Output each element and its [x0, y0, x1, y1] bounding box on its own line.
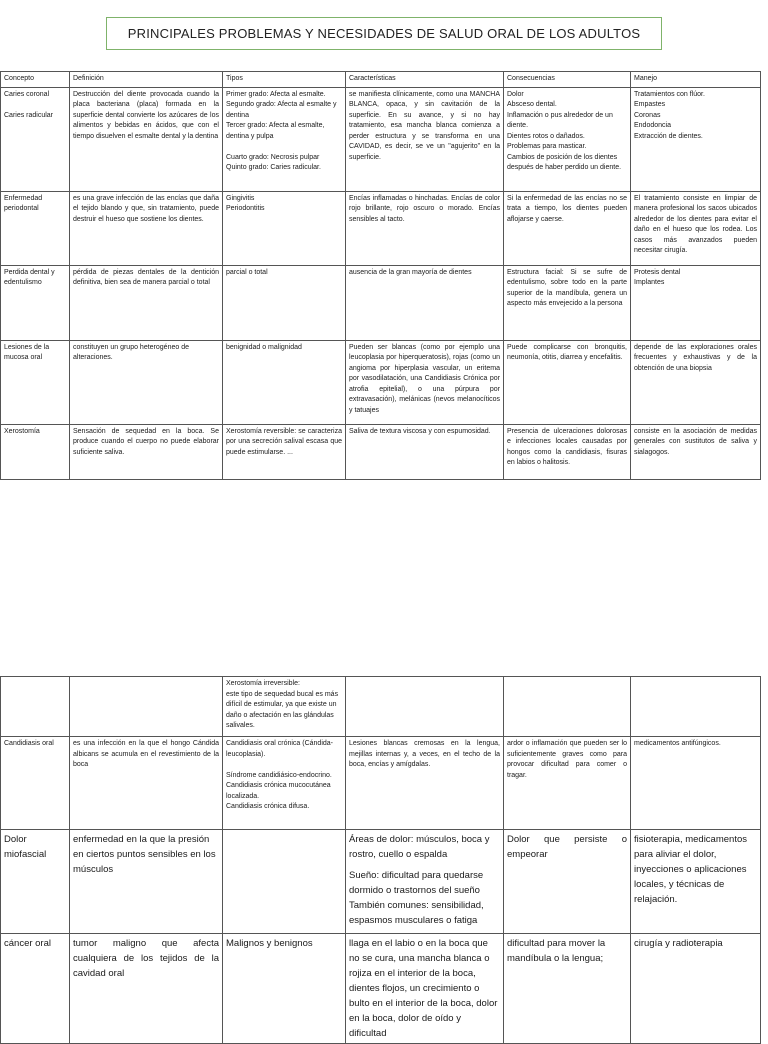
table-header-row [1, 72, 761, 88]
table-row [1, 265, 761, 340]
caracteristicas-sleep: Sueño: dificultad para quedarse dormido o trastornos del sueño También comunes: sensibilidad, espasmos musculares o fatiga [349, 870, 484, 926]
cell-tipos: Xerostomía irreversible: este tipo de sequedad bucal es más difícil de estimular, ya que existe un daño o afectación en las glándulas salivales. [223, 677, 346, 737]
cell-caracteristicas: Pueden ser blancas (como por ejemplo una leucoplasia por hiperqueratosis), rojas (como un angioma por hiperplasia vascular, un eritema por vasodilatación, una Candidiasis Crónica por atrofia epitelial), o una púrpura por extravasación), melánicas (nevos melanocíticos y tatuajes [346, 340, 504, 424]
cell-definicion: Destrucción del diente provocada cuando la placa bacteriana (placa) formada en la superficie dental convierte los azúcares de los alimentos y bebidas en ácidos, que con el tiempo disuelven el esmalte dental y la dentina [70, 87, 223, 191]
cell-tipos: benignidad o malignidad [223, 340, 346, 424]
cell-concepto: Perdida dental y edentulismo [1, 265, 70, 340]
cell-concepto: Xerostomía [1, 424, 70, 479]
cell-tipos: Xerostomía reversible: se caracteriza por una secreción salival escasa que puede estimularse. ... [223, 424, 346, 479]
cell-consecuencias: Puede complicarse con bronquitis, neumonía, otitis, diarrea y encefalitis. [504, 340, 631, 424]
table-row [1, 424, 761, 479]
cell-concepto: Candidiasis oral [1, 737, 70, 830]
cell-consecuencias: Si la enfermedad de las encías no se trata a tiempo, los dientes pueden aflojarse y caerse. [504, 191, 631, 265]
cell-consecuencias [504, 677, 631, 737]
cell-definicion: es una infección en la que el hongo Cándida albicans se acumula en el revestimiento de la boca [70, 737, 223, 830]
table-row [1, 830, 761, 934]
header-manejo: Manejo [631, 72, 761, 88]
cell-manejo: consiste en la asociación de medidas generales con sustitutos de saliva y sialagogos. [631, 424, 761, 479]
cell-manejo: depende de las exploraciones orales frecuentes y exhaustivas y de la obtención de una biopsia [631, 340, 761, 424]
cell-manejo: cirugía y radioterapia [631, 934, 761, 1044]
cell-consecuencias: Estructura facial: Si se sufre de edentulismo, sobre todo en la parte superior de la mandíbula, genera un aspecto más envejecido a la persona [504, 265, 631, 340]
cell-caracteristicas: ausencia de la gran mayoría de dientes [346, 265, 504, 340]
cell-consecuencias: Dolor que persiste o empeorar [504, 830, 631, 934]
cell-caracteristicas: se manifiesta clínicamente, como una MANCHA BLANCA, opaca, y sin cavitación de la superficie. En su avance, y si no hay tratamiento, esa mancha blanca comienza a perder estructura y se transforma en una CAVIDAD, es decir, se ve un "agujerito" en la superficie. [346, 87, 504, 191]
cell-concepto: cáncer oral [1, 934, 70, 1044]
health-problems-table-continued [0, 676, 761, 1044]
cell-tipos: Gingivitis Periodontitis [223, 191, 346, 265]
table-row [1, 737, 761, 830]
cell-caracteristicas: Encías inflamadas o hinchadas. Encías de color rojo brillante, rojo oscuro o morado. Encías sensibles al tacto. [346, 191, 504, 265]
cell-definicion: enfermedad en la que la presión en ciertos puntos sensibles en los músculos [70, 830, 223, 934]
cell-definicion: pérdida de piezas dentales de la dentición definitiva, bien sea de manera parcial o total [70, 265, 223, 340]
table-row [1, 340, 761, 424]
header-tipos: Tipos [223, 72, 346, 88]
cell-consecuencias: Dolor Absceso dental. Inflamación o pus alrededor de un diente. Dientes rotos o dañados. Problemas para masticar. Cambios de posición de los dientes después de haber perdido un diente. [504, 87, 631, 191]
cell-concepto: Lesiones de la mucosa oral [1, 340, 70, 424]
cell-caracteristicas: llaga en el labio o en la boca que no se cura, una mancha blanca o rojiza en el interior de la boca, dientes flojos, un crecimiento o bulto en el interior de la boca, dolor en la boca, dolor de oído y dificultad [346, 934, 504, 1044]
cell-tipos: Candidiasis oral crónica (Cándida-leucoplasia). Síndrome candidiásico-endocrino. Candidiasis crónica mucocutánea localizada. Candidiasis crónica difusa. [223, 737, 346, 830]
cell-definicion: Sensación de sequedad en la boca. Se produce cuando el cuerpo no puede elaborar suficiente saliva. [70, 424, 223, 479]
table-row [1, 191, 761, 265]
cell-consecuencias: Presencia de ulceraciones dolorosas e infecciones locales causadas por hongos como la candidiasis, fisuras en labios o halitosis. [504, 424, 631, 479]
cell-definicion: tumor maligno que afecta cualquiera de los tejidos de la cavidad oral [70, 934, 223, 1044]
cell-manejo: El tratamiento consiste en limpiar de manera profesional los sacos ubicados alrededor de los dientes para evitar el daño en el hueso que los rodea. Los casos más avanzados pueden necesitar cirugía. [631, 191, 761, 265]
cell-definicion [70, 677, 223, 737]
header-concepto: Concepto [1, 72, 70, 88]
cell-caracteristicas [346, 677, 504, 737]
cell-manejo: medicamentos antifúngicos. [631, 737, 761, 830]
header-caracteristicas: Características [346, 72, 504, 88]
table-row [1, 934, 761, 1044]
health-problems-table [0, 71, 761, 480]
cell-concepto: Caries coronal Caries radicular [1, 87, 70, 191]
cell-definicion: es una grave infección de las encías que daña el tejido blando y que, sin tratamiento, puede destruir el hueso que sostiene los dientes. [70, 191, 223, 265]
cell-caracteristicas: Saliva de textura viscosa y con espumosidad. [346, 424, 504, 479]
cell-tipos: Primer grado: Afecta al esmalte. Segundo grado: Afecta al esmalte y dentina Tercer grado: Afecta al esmalte, dentina y pulpa Cuarto grado: Necrosis pulpar Quinto grado: Caries radicular. [223, 87, 346, 191]
cell-tipos: parcial o total [223, 265, 346, 340]
cell-concepto: Dolor miofascial [1, 830, 70, 934]
cell-caracteristicas: Lesiones blancas cremosas en la lengua, mejillas internas y, a veces, en el techo de la boca, encías y amígdalas. [346, 737, 504, 830]
cell-concepto: Enfermedad periodontal [1, 191, 70, 265]
header-consecuencias: Consecuencias [504, 72, 631, 88]
table-row [1, 87, 761, 191]
cell-consecuencias: dificultad para mover la mandíbula o la lengua; [504, 934, 631, 1044]
cell-definicion: constituyen un grupo heterogéneo de alteraciones. [70, 340, 223, 424]
caracteristicas-pain-areas: Áreas de dolor: músculos, boca y rostro, cuello o espalda [349, 834, 490, 860]
cell-manejo [631, 677, 761, 737]
header-definicion: Definición [70, 72, 223, 88]
document-title: PRINCIPALES PROBLEMAS Y NECESIDADES DE SALUD ORAL DE LOS ADULTOS [106, 17, 662, 50]
table-row [1, 677, 761, 737]
cell-manejo: fisioterapia, medicamentos para aliviar el dolor, inyecciones o aplicaciones locales, y técnicas de relajación. [631, 830, 761, 934]
cell-manejo: Tratamientos con flúor. Empastes Coronas Endodoncia Extracción de dientes. [631, 87, 761, 191]
cell-concepto [1, 677, 70, 737]
cell-tipos [223, 830, 346, 934]
cell-manejo: Protesis dental Implantes [631, 265, 761, 340]
cell-tipos: Malignos y benignos [223, 934, 346, 1044]
cell-caracteristicas [346, 830, 504, 934]
cell-consecuencias: ardor o inflamación que pueden ser lo suficientemente graves como para provocar dificultad para comer o tragar. [504, 737, 631, 830]
